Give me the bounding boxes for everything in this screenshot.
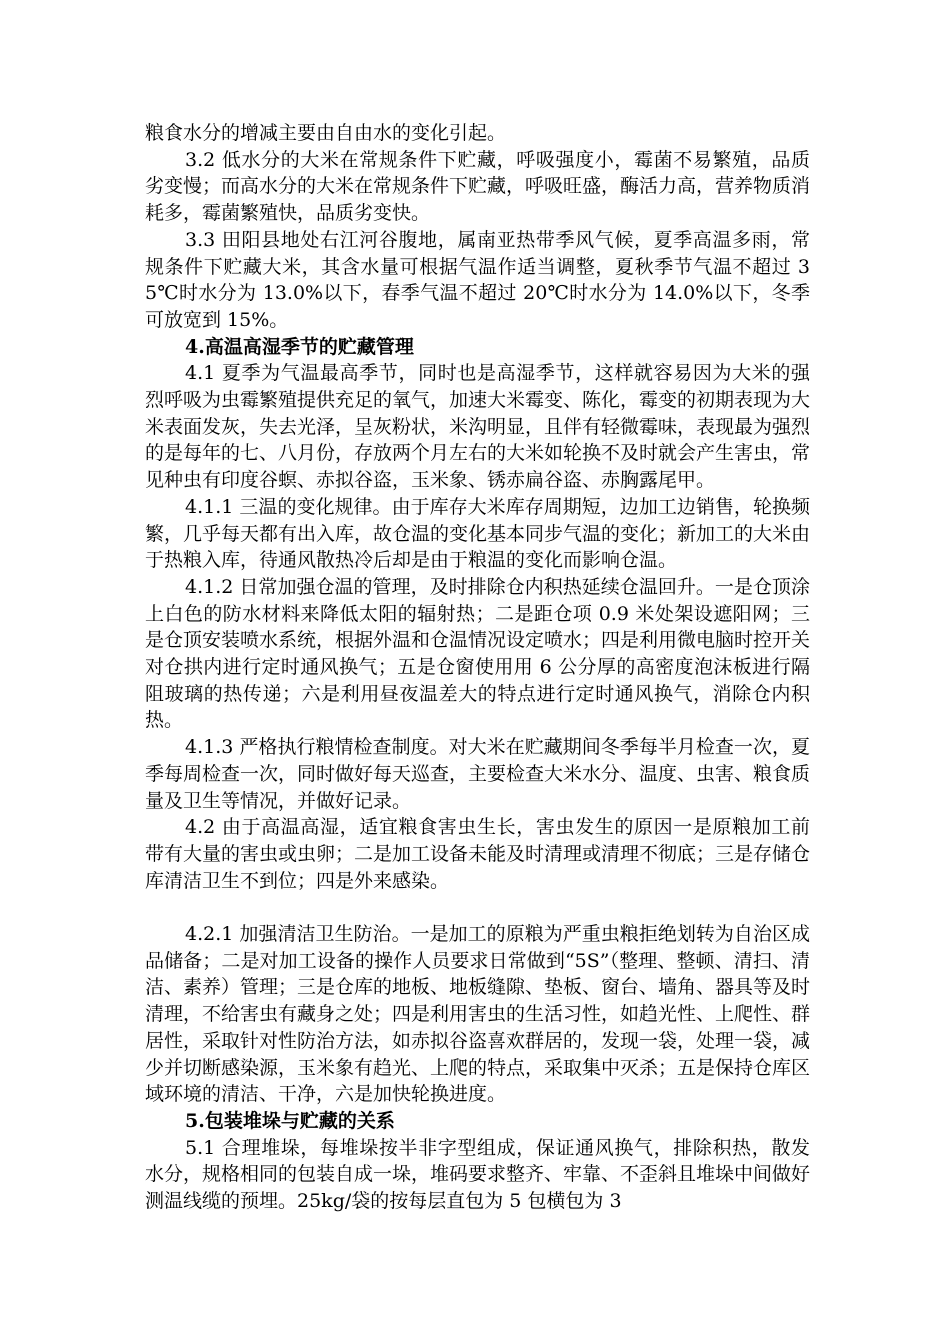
paragraph-4-2-1: 4.2.1 加强清洁卫生防治。一是加工的原粮为严重虫粮拒绝划转为自治区成品储备；二是对加工设备的操作人员要求日常做到“5S”（整理、整顿、清扫、清洁、素养）管理；三是仓库的地板、地板缝隙、垫板、窗台、墙角、器具等及时清理，不给害虫有藏身之处；四是利用害虫的生活习性，如趋光性、上爬性、群居性，采取针对性防治方法，如赤拟谷盗喜欢群居的，发现一袋，处理一袋，减少并切断感染源，玉米象有趋光、上爬的特点，采取集中灭杀；五是保持仓库区域环境的清洁、干净，六是加快轮换进度。 xyxy=(145,923,811,1106)
paragraph-4-1-3: 4.1.3 严格执行粮情检查制度。对大米在贮藏期间冬季每半月检查一次，夏季每周检查一次，同时做好每天巡查，主要检查大米水分、温度、虫害、粮食质量及卫生等情况，并做好记录。 xyxy=(145,736,811,812)
paragraph-4-1: 4.1 夏季为气温最高季节，同时也是高湿季节，这样就容易因为大米的强烈呼吸为虫霉繁殖提供充足的氧气，加速大米霉变、陈化，霉变的初期表现为大米表面发灰，失去光泽，呈灰粉状，米沟明显，且伴有轻微霉味，表现最为强烈的是每年的七、八月份，存放两个月左右的大米如轮换不及时就会产生害虫，常见种虫有印度谷螟、赤拟谷盗，玉米象、锈赤扁谷盗、赤胸露尾甲。 xyxy=(145,362,811,492)
paragraph-4-1-2: 4.1.2 日常加强仓温的管理，及时排除仓内积热延续仓温回升。一是仓顶涂上白色的防水材料来降低太阳的辐射热；二是距仓项 0.9 米处架设遮阳网；三是仓顶安装喷水系统，根据外温和仓温情况设定喷水；四是利用微电脑时控开关对仓拱内进行定时通风换气；五是仓窗使用用 6 公分厚的高密度泡沫板进行隔阻玻璃的热传递；六是利用昼夜温差大的特点进行定时通风换气，消除仓内积热。 xyxy=(145,575,811,732)
section-heading-5: 5.包装堆垛与贮藏的关系 xyxy=(185,1110,395,1132)
section-heading-4: 4.高温高湿季节的贮藏管理 xyxy=(185,335,414,358)
paragraph-intro: 粮食水分的增减主要由自由水的变化引起。 xyxy=(145,122,507,144)
blank-line xyxy=(145,894,810,921)
paragraph-4-1-1: 4.1.1 三温的变化规律。由于库存大米库存周期短，边加工边销售，轮换频繁，几乎每天都有出入库，故仓温的变化基本同步气温的变化；新加工的大米由于热粮入库，待通风散热冷后却是由于粮温的变化而影响仓温。 xyxy=(145,495,811,572)
paragraph-5-1: 5.1 合理堆垛，每堆垛按半非字型组成，保证通风换气，排除积热，散发水分，规格相同的包装自成一垛，堆码要求整齐、牢靠、不歪斜且堆垛中间做好测温线缆的预埋。25kg/袋的按每层直包为 5 包横包为 3 xyxy=(145,1136,811,1213)
paragraph-4-2: 4.2 由于高温高湿，适宜粮食害虫生长，害虫发生的原因一是原粮加工前带有大量的害虫或虫卵；二是加工设备未能及时清理或清理不彻底；三是存储仓库清洁卫生不到位；四是外来感染。 xyxy=(145,816,811,892)
document-page xyxy=(145,120,810,1215)
paragraph-3-3: 3.3 田阳县地处右江河谷腹地，属南亚热带季风气候，夏季高温多雨，常规条件下贮藏大米，其含水量可根据气温作适当调整，夏秋季节气温不超过 35℃时水分为 13.0%以下，春季气温不超过 20℃时水分为 14.0%以下，冬季可放宽到 15%。 xyxy=(145,228,810,331)
paragraph-3-2: 3.2 低水分的大米在常规条件下贮藏，呼吸强度小，霉菌不易繁殖，品质劣变慢；而高水分的大米在常规条件下贮藏，呼吸旺盛，酶活力高，营养物质消耗多，霉菌繁殖快，品质劣变快。 xyxy=(145,148,811,225)
